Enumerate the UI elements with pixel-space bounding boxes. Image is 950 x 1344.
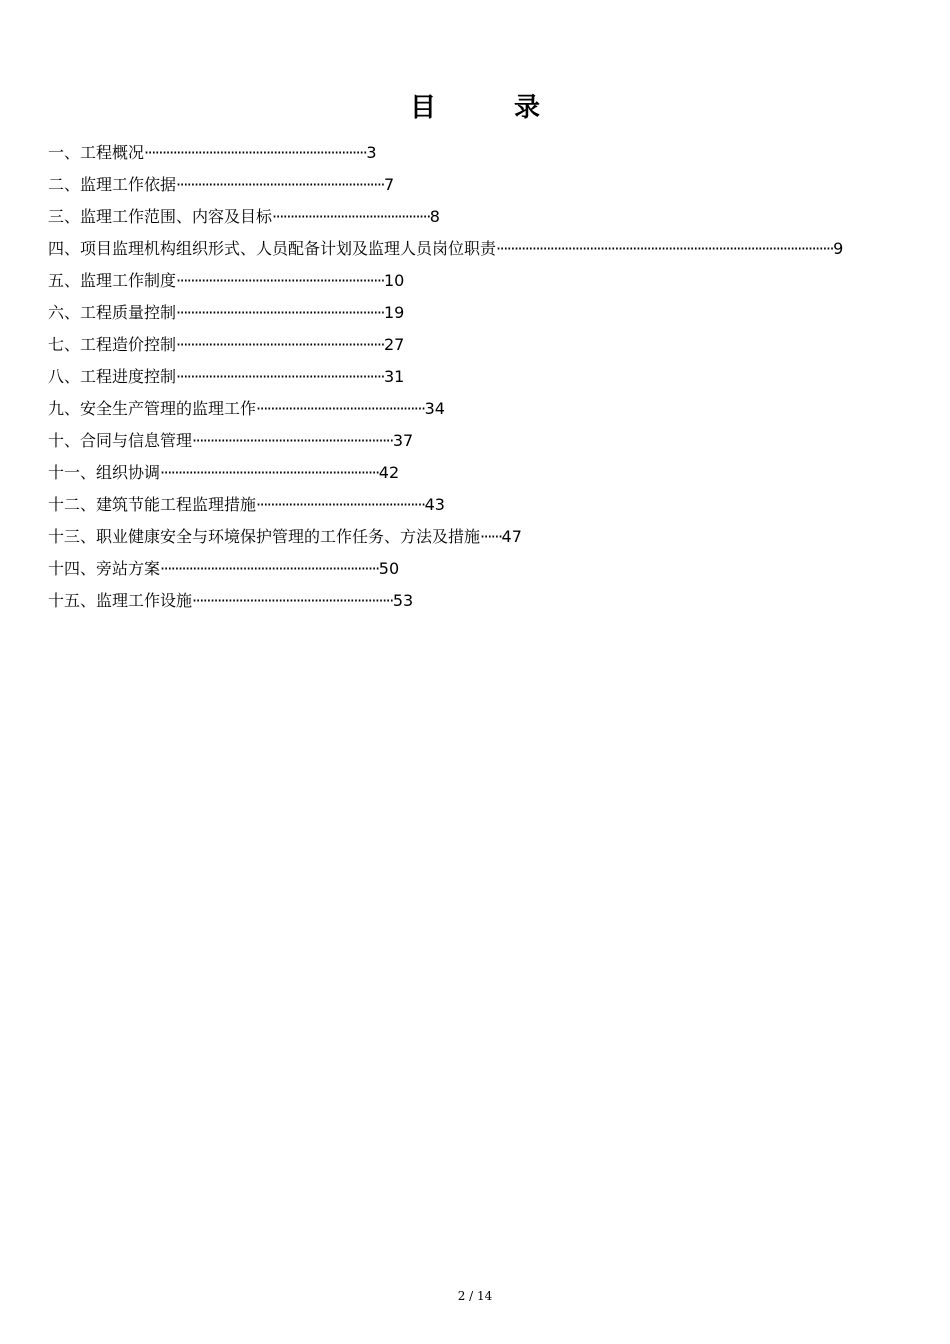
toc-entry-text: 一、工程概况 (48, 143, 145, 162)
toc-entry-text: 五、监理工作制度 (48, 271, 177, 290)
toc-page-number: 7 (384, 175, 395, 194)
toc-entry-15[interactable] (48, 585, 908, 617)
toc-entry-14[interactable] (48, 553, 908, 585)
toc-dot-leader: ·························································· (176, 271, 384, 290)
toc-entry-12[interactable] (48, 489, 908, 521)
toc-entry-4[interactable] (48, 233, 900, 265)
toc-dot-leader: ·························································· (176, 303, 384, 322)
table-of-contents (48, 137, 908, 617)
toc-page-number: 37 (392, 431, 414, 450)
toc-entry-text: 十、合同与信息管理 (48, 431, 193, 450)
toc-page-number: 9 (833, 239, 844, 258)
toc-page-number: 27 (384, 335, 405, 354)
toc-page-number: 19 (384, 303, 405, 322)
toc-page-number: 10 (384, 271, 405, 290)
toc-page-number: 43 (424, 495, 445, 514)
toc-dot-leader: ·························································· (176, 335, 384, 354)
toc-page-number: 34 (424, 399, 445, 418)
toc-entry-text: 十二、建筑节能工程监理措施 (48, 495, 257, 514)
toc-entry-11[interactable] (48, 457, 908, 489)
toc-entry-6[interactable] (48, 297, 908, 329)
toc-entry-text: 十五、监理工作设施 (48, 591, 193, 610)
toc-page-number: 31 (384, 367, 405, 386)
toc-dot-leader: ························································ (192, 591, 393, 610)
toc-dot-leader: ······ (480, 527, 502, 546)
toc-page-number: 42 (378, 463, 400, 482)
toc-entry-text: 三、监理工作范围、内容及目标 (48, 207, 273, 226)
toc-page-number: 8 (429, 207, 440, 226)
toc-entry-8[interactable] (48, 361, 908, 393)
toc-page-number: 3 (366, 143, 377, 162)
toc-entry-7[interactable] (48, 329, 908, 361)
toc-entry-text: 七、工程造价控制 (48, 335, 177, 354)
toc-dot-leader: ·························································· (176, 175, 384, 194)
toc-dot-leader: ··············································· (256, 399, 425, 418)
page-number-footer: 2 / 14 (457, 1289, 493, 1303)
toc-entry-5[interactable] (48, 265, 908, 297)
toc-dot-leader: ··············································· (256, 495, 425, 514)
toc-entry-text: 二、监理工作依据 (48, 175, 177, 194)
toc-dot-leader: ······························································································ (496, 239, 834, 258)
toc-page-number: 50 (378, 559, 400, 578)
toc-entry-text: 九、安全生产管理的监理工作 (48, 399, 257, 418)
toc-dot-leader: ············································ (272, 207, 430, 226)
toc-entry-text: 十四、旁站方案 (48, 559, 161, 578)
toc-dot-leader: ····························································· (160, 559, 379, 578)
toc-dot-leader: ····························································· (160, 463, 379, 482)
toc-entry-10[interactable] (48, 425, 908, 457)
toc-entry-text: 十一、组织协调 (48, 463, 161, 482)
toc-entry-13[interactable] (48, 521, 908, 553)
toc-entry-text: 六、工程质量控制 (48, 303, 177, 322)
toc-entry-3[interactable] (48, 201, 908, 233)
toc-page-number: 53 (392, 591, 414, 610)
toc-dot-leader: ························································ (192, 431, 393, 450)
page-title: 目 录 (409, 93, 566, 123)
toc-entry-2[interactable] (48, 169, 908, 201)
toc-page-number: 47 (501, 527, 522, 546)
toc-entry-1[interactable] (48, 137, 908, 169)
toc-entry-text: 四、项目监理机构组织形式、人员配备计划及监理人员岗位职责 (48, 239, 497, 258)
toc-entry-text: 十三、职业健康安全与环境保护管理的工作任务、方法及措施 (48, 527, 481, 546)
toc-entry-9[interactable] (48, 393, 908, 425)
toc-dot-leader: ······························································ (144, 143, 367, 162)
toc-entry-text: 八、工程进度控制 (48, 367, 177, 386)
toc-dot-leader: ·························································· (176, 367, 384, 386)
